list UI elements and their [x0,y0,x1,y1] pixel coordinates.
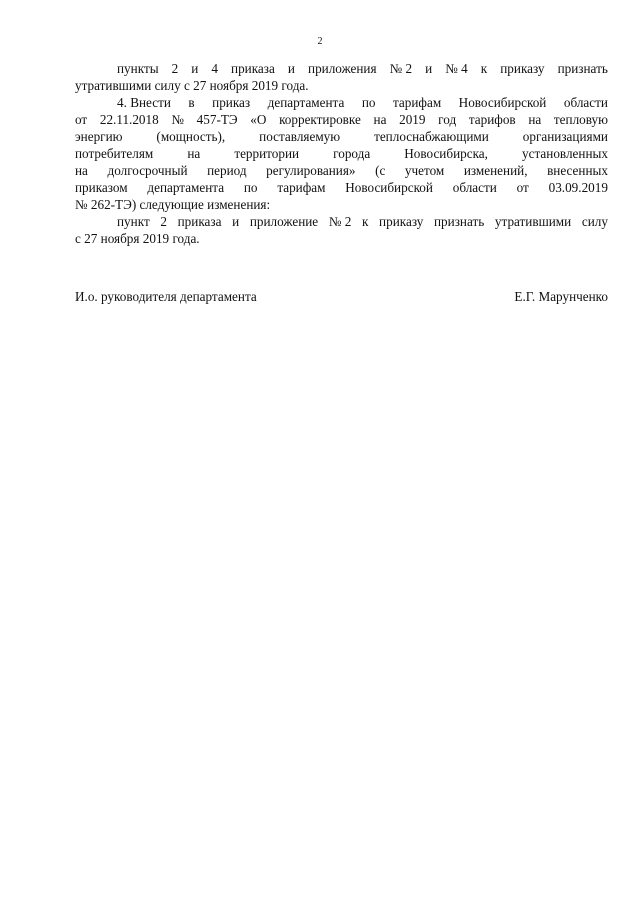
word: 4 [211,61,218,76]
signatory-name: Е.Г. Марунченко [514,289,608,304]
text-line [75,77,608,94]
word: департамента [267,95,345,110]
page-number: 2 [317,36,323,47]
word: признать [434,214,485,229]
word: департамента [147,180,225,195]
text-line [75,213,608,230]
word: (мощность), [156,129,226,144]
word: 457-ТЭ [196,112,238,127]
word: период [207,163,247,178]
word: приказа [231,61,275,76]
word: теплоснабжающими [374,129,489,144]
word: корректировке [279,112,361,127]
word: № 2 [389,61,413,76]
word: признать [557,61,608,76]
word: потребителям [75,146,154,161]
word: 4. Внести [117,95,171,110]
word: на [75,163,88,178]
paragraph [75,94,608,213]
word: № 4 [445,61,468,76]
word: тарифам [277,180,326,195]
word: от [516,180,529,195]
word: установленных [522,146,608,161]
text-line [75,145,608,162]
word: № [171,112,184,127]
word: к [361,214,369,229]
text-line [75,179,608,196]
word: на [187,146,201,161]
word: 03.09.2019 [548,180,608,195]
word: на [373,112,387,127]
word: с 27 ноября 2019 года. [75,231,200,246]
word: Новосибирской [345,180,433,195]
text-line [75,111,608,128]
word: «О [250,112,267,127]
word: тарифов [468,112,516,127]
word: приложения [308,61,377,76]
signature-block [75,288,608,305]
word: и [287,61,295,76]
word: на [528,112,542,127]
word: поставляемую [259,129,341,144]
word: тарифам [393,95,442,110]
word: пункты [117,61,159,76]
word: к [480,61,488,76]
word: 2019 [399,112,426,127]
word: приказу [500,61,545,76]
word: утратившими силу с 27 ноября 2019 года. [75,78,309,93]
word: 2 [160,214,167,229]
word: 22.11.2018 [99,112,159,127]
word: приложение [249,214,319,229]
text-line [75,162,608,179]
word: учетом [404,163,445,178]
word: области [452,180,497,195]
document-body [75,60,608,247]
word: города [333,146,371,161]
word: внесенных [547,163,608,178]
word: год [438,112,457,127]
word: приказом [75,180,128,195]
word: и [425,61,433,76]
word: 2 [171,61,179,76]
word: долгосрочный [107,163,188,178]
word: пункт [117,214,150,229]
word: Новосибирска, [404,146,488,161]
paragraph [75,60,608,94]
word: силу [581,214,608,229]
word: энергию [75,129,123,144]
word: утратившими [494,214,572,229]
word: приказа [177,214,222,229]
word: тепловую [553,112,608,127]
word: области [563,95,608,110]
word: регулирования» [266,163,356,178]
word: организациями [522,129,608,144]
word: в [188,95,195,110]
text-line [75,196,608,213]
word: от [75,112,88,127]
text-line [75,230,608,247]
word: по [243,180,258,195]
word: и [232,214,240,229]
signatory-position: И.о. руководителя департамента [75,289,257,304]
text-line [75,60,608,77]
word: и [191,61,199,76]
word: (с [375,163,386,178]
word: изменений, [463,163,528,178]
text-line [75,94,608,111]
paragraph [75,213,608,247]
text-line [75,128,608,145]
word: приказ [212,95,251,110]
word: Новосибирской [458,95,547,110]
word: территории [234,146,300,161]
word: № 2 [328,214,352,229]
word: приказу [379,214,424,229]
word: № 262-ТЭ) следующие изменения: [75,197,271,212]
word: по [361,95,376,110]
